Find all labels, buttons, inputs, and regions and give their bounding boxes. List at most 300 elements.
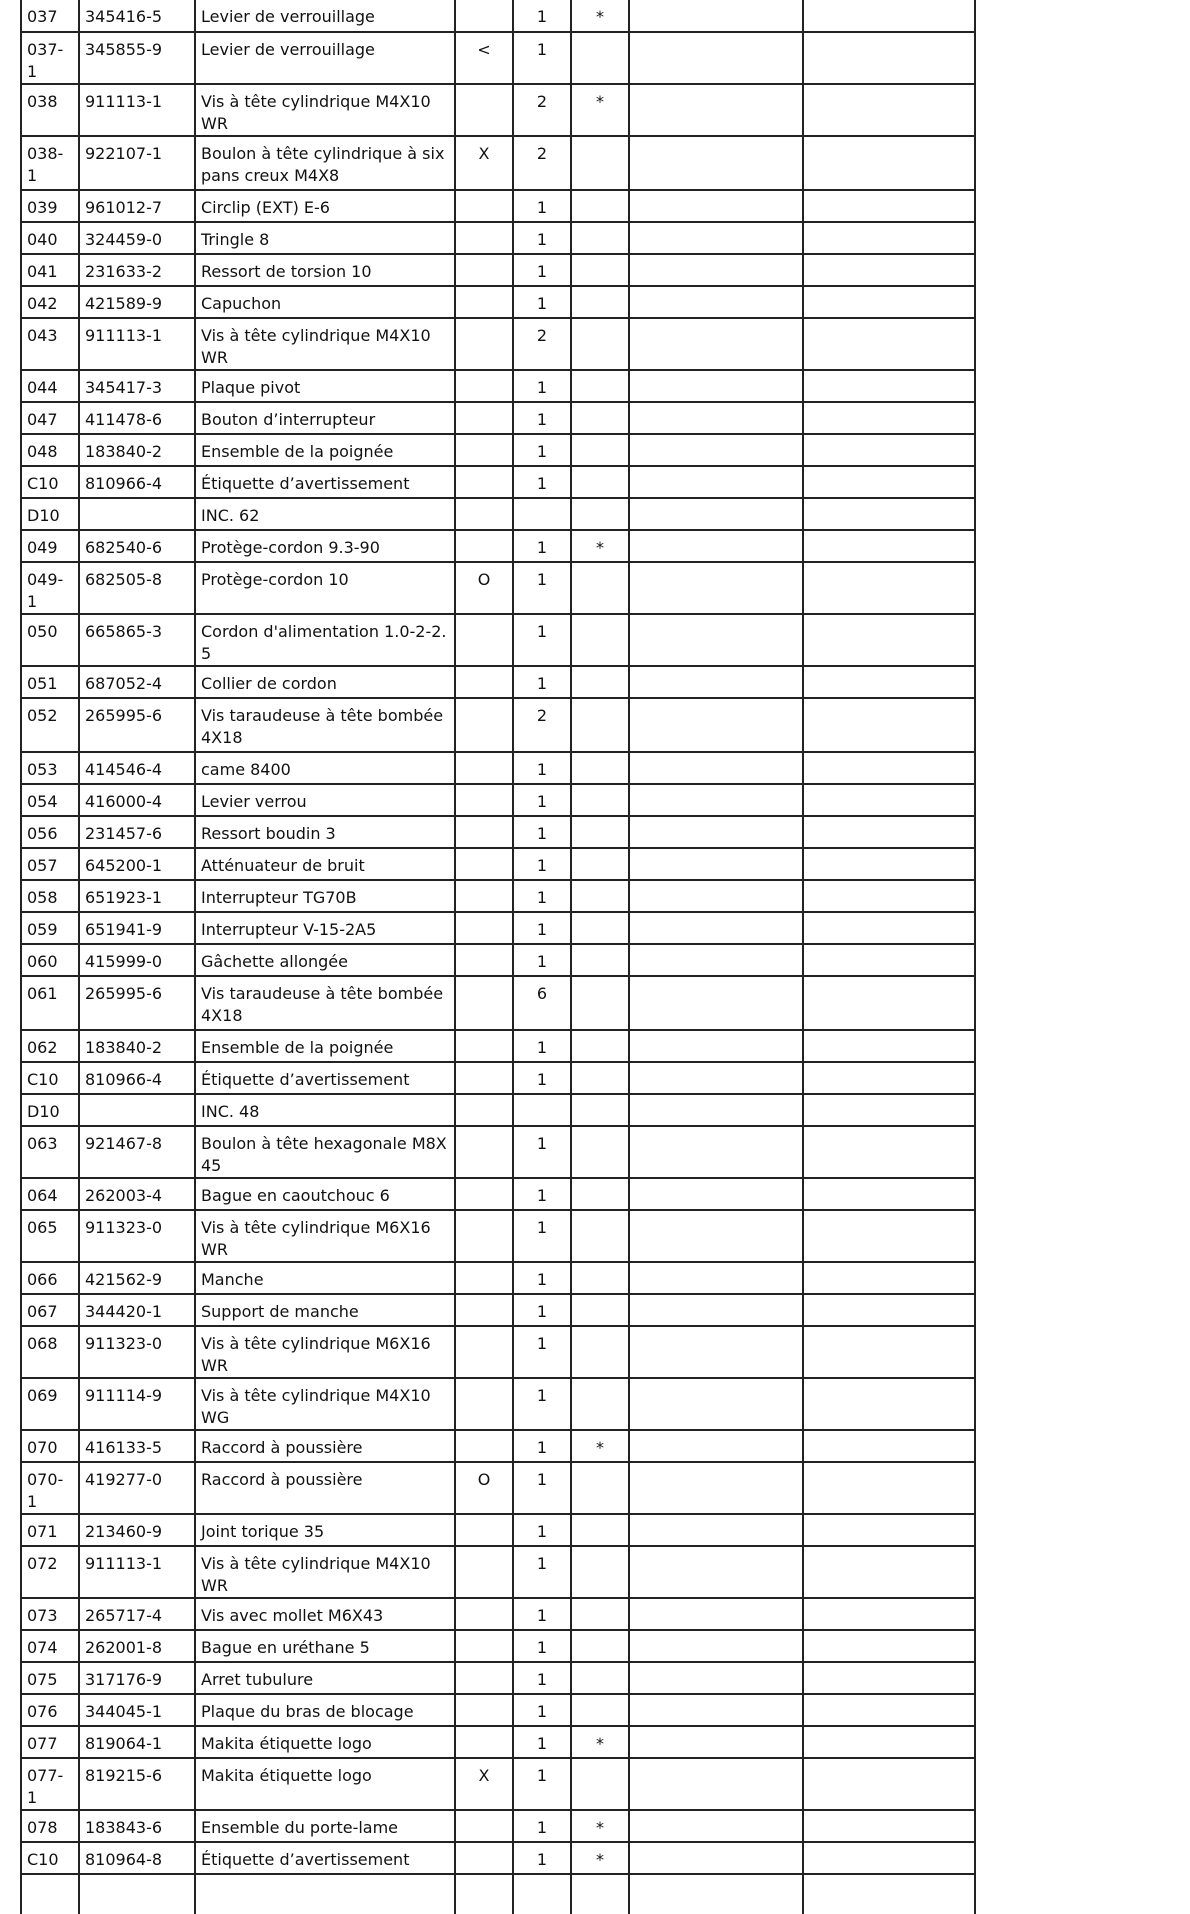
- quantity-cell-text: 1: [536, 1470, 548, 1489]
- item-number-cell: [21, 84, 79, 136]
- description-cell: [195, 880, 455, 912]
- quantity-cell-text: 1: [536, 1334, 548, 1353]
- marker-cell: [571, 84, 629, 136]
- marker-cell: [571, 402, 629, 434]
- item-number-cell-text: 077: [27, 1734, 58, 1753]
- part-number-cell-text: 265995-6: [85, 984, 163, 1003]
- marker-cell-text: [577, 1547, 623, 1553]
- part-number-cell-text: [85, 499, 189, 505]
- quantity-cell-text: 1: [536, 760, 548, 779]
- item-number-cell: [21, 402, 79, 434]
- note-cell: [455, 466, 513, 498]
- part-number-cell: [79, 1210, 195, 1262]
- description-cell-text: Bague en caoutchouc 6: [201, 1186, 390, 1205]
- quantity-cell-text: 1: [536, 198, 548, 217]
- part-number-cell: [79, 1030, 195, 1062]
- marker-cell: [571, 1178, 629, 1210]
- item-number-cell-text: 060: [27, 952, 58, 971]
- note-cell: [455, 1810, 513, 1842]
- item-number-cell: [21, 944, 79, 976]
- note-cell-text: [461, 1211, 507, 1217]
- quantity-cell: [513, 1262, 571, 1294]
- table-row: [21, 1810, 975, 1842]
- marker-cell-text: [577, 255, 623, 261]
- part-number-cell: [79, 254, 195, 286]
- description-cell-text: Vis à tête cylindrique M4X10 WG: [201, 1386, 431, 1427]
- empty-cell: [629, 666, 803, 698]
- marker-cell: [571, 190, 629, 222]
- quantity-cell-text: 1: [536, 262, 548, 281]
- note-cell-text: [461, 1843, 507, 1849]
- note-cell: [455, 1094, 513, 1126]
- quantity-cell: [513, 614, 571, 666]
- quantity-cell: [513, 1062, 571, 1094]
- table-row: [21, 912, 975, 944]
- part-number-cell: [79, 1598, 195, 1630]
- note-cell-text: [461, 403, 507, 409]
- quantity-cell-text: 1: [536, 442, 548, 461]
- part-number-cell-text: 344420-1: [85, 1302, 163, 1321]
- marker-cell: [571, 698, 629, 752]
- table-row: [21, 1294, 975, 1326]
- marker-cell-text: [577, 287, 623, 293]
- part-number-cell: [79, 1378, 195, 1430]
- marker-cell: [571, 318, 629, 370]
- marker-cell: [571, 466, 629, 498]
- empty-cell: [629, 32, 803, 84]
- description-cell-text: Atténuateur de bruit: [201, 856, 365, 875]
- description-cell-text: Capuchon: [201, 294, 282, 313]
- description-cell-text: Protège-cordon 10: [201, 570, 349, 589]
- description-cell: [195, 32, 455, 84]
- empty-cell: [803, 562, 975, 614]
- marker-cell: [571, 1294, 629, 1326]
- item-number-cell-text: 066: [27, 1270, 58, 1289]
- part-number-cell-text: 911113-1: [85, 326, 163, 345]
- quantity-cell: [513, 318, 571, 370]
- item-number-cell: [21, 698, 79, 752]
- part-number-cell: [79, 1694, 195, 1726]
- quantity-cell-text: 1: [536, 1850, 548, 1869]
- part-number-cell: [79, 848, 195, 880]
- item-number-cell: [21, 1262, 79, 1294]
- empty-cell: [629, 1378, 803, 1430]
- part-number-cell: [79, 614, 195, 666]
- part-number-cell: [79, 286, 195, 318]
- item-number-cell-text: 059: [27, 920, 58, 939]
- item-number-cell: [21, 254, 79, 286]
- marker-cell: [571, 222, 629, 254]
- marker-cell-text: [577, 913, 623, 919]
- quantity-cell-text: 1: [536, 622, 548, 641]
- part-number-cell: [79, 136, 195, 190]
- description-cell-text: Vis à tête cylindrique M6X16 WR: [201, 1334, 431, 1375]
- description-cell: [195, 698, 455, 752]
- marker-cell: [571, 1326, 629, 1378]
- item-number-cell-text: 063: [27, 1134, 58, 1153]
- table-row: [21, 1430, 975, 1462]
- item-number-cell: [21, 976, 79, 1030]
- part-number-cell-text: 921467-8: [85, 1134, 163, 1153]
- description-cell: [195, 1378, 455, 1430]
- description-cell: [195, 1430, 455, 1462]
- empty-cell: [803, 1062, 975, 1094]
- item-number-cell: [21, 1294, 79, 1326]
- note-cell: [455, 0, 513, 32]
- table-row: [21, 698, 975, 752]
- empty-cell: [629, 84, 803, 136]
- item-number-cell: [21, 816, 79, 848]
- quantity-cell: [513, 752, 571, 784]
- description-cell: [195, 286, 455, 318]
- description-cell-text: Plaque du bras de blocage: [201, 1702, 414, 1721]
- description-cell: [195, 976, 455, 1030]
- empty-cell: [629, 1662, 803, 1694]
- part-number-cell: [79, 944, 195, 976]
- quantity-cell-text: 1: [536, 1218, 548, 1237]
- marker-cell-text: [577, 667, 623, 673]
- description-cell: [195, 466, 455, 498]
- note-cell-text: [461, 1179, 507, 1185]
- note-cell-text: [461, 287, 507, 293]
- part-number-cell-text: 183840-2: [85, 442, 163, 461]
- note-cell: [455, 318, 513, 370]
- item-number-cell: [21, 1598, 79, 1630]
- marker-cell-text: [577, 1295, 623, 1301]
- description-cell-text: Ressort de torsion 10: [201, 262, 372, 281]
- marker-cell-text: [577, 1263, 623, 1269]
- empty-cell: [629, 1430, 803, 1462]
- item-number-cell-text: D10: [27, 1102, 60, 1121]
- quantity-cell: [513, 434, 571, 466]
- item-number-cell: [21, 530, 79, 562]
- part-number-cell: [79, 1262, 195, 1294]
- quantity-cell: [513, 1030, 571, 1062]
- table-row: [21, 1030, 975, 1062]
- marker-cell-text: [577, 563, 623, 569]
- quantity-cell-text: 1: [536, 1670, 548, 1689]
- marker-cell-text: [577, 137, 623, 143]
- quantity-cell: [513, 32, 571, 84]
- empty-cell: [803, 530, 975, 562]
- empty-cell: [571, 1874, 629, 1914]
- quantity-cell: [513, 1662, 571, 1694]
- part-number-cell-text: 345416-5: [85, 7, 163, 26]
- part-number-cell: [79, 498, 195, 530]
- item-number-cell-text: 048: [27, 442, 58, 461]
- part-number-cell: [79, 1726, 195, 1758]
- marker-cell: [571, 1430, 629, 1462]
- quantity-cell-text: 1: [536, 1766, 548, 1785]
- quantity-cell-text: 1: [536, 1638, 548, 1657]
- empty-cell: [629, 562, 803, 614]
- note-cell-text: [461, 1663, 507, 1669]
- table-row: [21, 1126, 975, 1178]
- part-number-cell: [79, 816, 195, 848]
- part-number-cell: [79, 880, 195, 912]
- item-number-cell: [21, 848, 79, 880]
- marker-cell-text: [577, 849, 623, 855]
- item-number-cell: [21, 434, 79, 466]
- marker-cell-text: *: [596, 7, 604, 26]
- table-row: [21, 254, 975, 286]
- description-cell-text: Boulon à tête cylindrique à six pans creux M4X8: [201, 144, 445, 185]
- marker-cell-text: [577, 785, 623, 791]
- marker-cell: [571, 614, 629, 666]
- item-number-cell-text: 069: [27, 1386, 58, 1405]
- note-cell-text: [461, 785, 507, 791]
- empty-cell: [803, 1326, 975, 1378]
- part-number-cell-text: 922107-1: [85, 144, 163, 163]
- item-number-cell-text: C10: [27, 1070, 59, 1089]
- item-number-cell: [21, 1094, 79, 1126]
- item-number-cell-text: 052: [27, 706, 58, 725]
- marker-cell-text: [577, 223, 623, 229]
- table-row: [21, 190, 975, 222]
- item-number-cell-text: 067: [27, 1302, 58, 1321]
- marker-cell: [571, 1094, 629, 1126]
- empty-cell: [803, 1094, 975, 1126]
- note-cell-text: [461, 753, 507, 759]
- description-cell: [195, 530, 455, 562]
- empty-cell: [629, 912, 803, 944]
- empty-cell: [629, 1630, 803, 1662]
- description-cell-text: Ensemble du porte-lame: [201, 1818, 399, 1837]
- description-cell-text: Arret tubulure: [201, 1670, 314, 1689]
- marker-cell: [571, 0, 629, 32]
- part-number-cell: [79, 1094, 195, 1126]
- description-cell: [195, 1630, 455, 1662]
- empty-cell: [629, 1326, 803, 1378]
- empty-cell: [629, 1842, 803, 1874]
- description-cell-text: Étiquette d’avertissement: [201, 1850, 410, 1869]
- description-cell-text: Circlip (EXT) E-6: [201, 198, 330, 217]
- marker-cell: [571, 912, 629, 944]
- table-row-empty: [21, 1874, 975, 1914]
- description-cell-text: Levier de verrouillage: [201, 40, 375, 59]
- item-number-cell: [21, 1694, 79, 1726]
- quantity-cell-text: 2: [536, 92, 548, 111]
- note-cell-text: [461, 435, 507, 441]
- part-number-cell: [79, 402, 195, 434]
- note-cell: [455, 666, 513, 698]
- quantity-cell-text: [519, 1095, 565, 1101]
- marker-cell: [571, 1210, 629, 1262]
- marker-cell-text: [577, 1327, 623, 1333]
- note-cell-text: [461, 1031, 507, 1037]
- description-cell: [195, 1694, 455, 1726]
- description-cell-text: Boulon à tête hexagonale M8X45: [201, 1134, 447, 1175]
- quantity-cell: [513, 848, 571, 880]
- quantity-cell: [513, 370, 571, 402]
- description-cell-text: Levier verrou: [201, 792, 307, 811]
- table-row: [21, 752, 975, 784]
- note-cell: [455, 1326, 513, 1378]
- description-cell: [195, 1546, 455, 1598]
- part-number-cell: [79, 1758, 195, 1810]
- note-cell-text: [461, 1063, 507, 1069]
- item-number-cell: [21, 1030, 79, 1062]
- note-cell-text: O: [477, 1470, 491, 1489]
- marker-cell-text: [577, 817, 623, 823]
- table-row: [21, 784, 975, 816]
- marker-cell: [571, 136, 629, 190]
- item-number-cell-text: 077-1: [27, 1766, 64, 1807]
- item-number-cell-text: 075: [27, 1670, 58, 1689]
- description-cell: [195, 84, 455, 136]
- item-number-cell-text: 071: [27, 1522, 58, 1541]
- item-number-cell-text: 056: [27, 824, 58, 843]
- part-number-cell-text: 416000-4: [85, 792, 163, 811]
- quantity-cell-text: 2: [536, 706, 548, 725]
- part-number-cell: [79, 1810, 195, 1842]
- table-row: [21, 1262, 975, 1294]
- note-cell-text: [461, 1727, 507, 1733]
- note-cell-text: X: [478, 1766, 490, 1785]
- empty-cell: [629, 466, 803, 498]
- quantity-cell: [513, 402, 571, 434]
- marker-cell: [571, 562, 629, 614]
- item-number-cell: [21, 1326, 79, 1378]
- description-cell: [195, 222, 455, 254]
- item-number-cell: [21, 1430, 79, 1462]
- quantity-cell-text: 1: [536, 1606, 548, 1625]
- note-cell: [455, 1662, 513, 1694]
- item-number-cell-text: 053: [27, 760, 58, 779]
- marker-cell: [571, 1514, 629, 1546]
- description-cell-text: Étiquette d’avertissement: [201, 1070, 410, 1089]
- note-cell: [455, 1726, 513, 1758]
- item-number-cell: [21, 912, 79, 944]
- marker-cell-text: [577, 1695, 623, 1701]
- quantity-cell-text: 1: [536, 410, 548, 429]
- empty-cell: [629, 1726, 803, 1758]
- quantity-cell: [513, 698, 571, 752]
- description-cell: [195, 136, 455, 190]
- empty-cell: [629, 816, 803, 848]
- empty-cell: [629, 1810, 803, 1842]
- empty-cell: [629, 752, 803, 784]
- table-row: [21, 136, 975, 190]
- marker-cell: [571, 1126, 629, 1178]
- quantity-cell: [513, 286, 571, 318]
- item-number-cell: [21, 498, 79, 530]
- item-number-cell: [21, 136, 79, 190]
- item-number-cell: [21, 32, 79, 84]
- empty-cell: [803, 1694, 975, 1726]
- table-row: [21, 816, 975, 848]
- item-number-cell: [21, 752, 79, 784]
- description-cell: [195, 1294, 455, 1326]
- note-cell-text: [461, 1263, 507, 1269]
- note-cell-text: <: [477, 40, 491, 59]
- item-number-cell-text: C10: [27, 1850, 59, 1869]
- marker-cell-text: [577, 1179, 623, 1185]
- description-cell: [195, 434, 455, 466]
- marker-cell-text: *: [596, 1850, 604, 1869]
- part-number-cell-text: 961012-7: [85, 198, 163, 217]
- note-cell: [455, 1598, 513, 1630]
- marker-cell-text: [577, 403, 623, 409]
- description-cell-text: Bouton d’interrupteur: [201, 410, 376, 429]
- item-number-cell: [21, 1178, 79, 1210]
- table-row: [21, 880, 975, 912]
- item-number-cell-text: 054: [27, 792, 58, 811]
- note-cell-text: X: [478, 144, 490, 163]
- part-number-cell: [79, 1842, 195, 1874]
- note-cell: [455, 1126, 513, 1178]
- part-number-cell-text: 317176-9: [85, 1670, 163, 1689]
- quantity-cell: [513, 816, 571, 848]
- marker-cell: [571, 434, 629, 466]
- note-cell-text: [461, 615, 507, 621]
- empty-cell: [629, 254, 803, 286]
- empty-cell: [803, 0, 975, 32]
- item-number-cell-text: 065: [27, 1218, 58, 1237]
- empty-cell: [803, 976, 975, 1030]
- quantity-cell: [513, 1842, 571, 1874]
- part-number-cell: [79, 370, 195, 402]
- note-cell: [455, 1262, 513, 1294]
- empty-cell: [629, 698, 803, 752]
- note-cell-text: [461, 1515, 507, 1521]
- empty-cell: [803, 190, 975, 222]
- quantity-cell-text: 1: [536, 1386, 548, 1405]
- table-row: [21, 0, 975, 32]
- description-cell: [195, 1062, 455, 1094]
- item-number-cell-text: C10: [27, 474, 59, 493]
- note-cell: [455, 848, 513, 880]
- quantity-cell-text: 1: [536, 230, 548, 249]
- table-row: [21, 1326, 975, 1378]
- note-cell: [455, 816, 513, 848]
- part-number-cell-text: 651941-9: [85, 920, 163, 939]
- quantity-cell-text: 1: [536, 1702, 548, 1721]
- empty-cell: [803, 752, 975, 784]
- part-number-cell-text: 645200-1: [85, 856, 163, 875]
- description-cell-text: Vis à tête cylindrique M4X10 WR: [201, 1554, 431, 1595]
- part-number-cell: [79, 1630, 195, 1662]
- part-number-cell-text: 213460-9: [85, 1522, 163, 1541]
- empty-cell: [803, 222, 975, 254]
- item-number-cell-text: 044: [27, 378, 58, 397]
- item-number-cell-text: 047: [27, 410, 58, 429]
- description-cell-text: Raccord à poussière: [201, 1470, 363, 1489]
- note-cell-text: [461, 1295, 507, 1301]
- item-number-cell: [21, 190, 79, 222]
- table-row: [21, 1662, 975, 1694]
- marker-cell: [571, 370, 629, 402]
- part-number-cell-text: 414546-4: [85, 760, 163, 779]
- quantity-cell-text: 1: [536, 1270, 548, 1289]
- part-number-cell-text: 819215-6: [85, 1766, 163, 1785]
- table-row: [21, 1546, 975, 1598]
- marker-cell-text: *: [596, 538, 604, 557]
- empty-cell: [629, 848, 803, 880]
- quantity-cell-text: 1: [536, 1186, 548, 1205]
- empty-cell: [629, 944, 803, 976]
- empty-cell: [629, 1030, 803, 1062]
- empty-cell: [803, 614, 975, 666]
- quantity-cell-text: 1: [536, 856, 548, 875]
- marker-cell: [571, 1262, 629, 1294]
- description-cell-text: Raccord à poussière: [201, 1438, 363, 1457]
- part-number-cell: [79, 84, 195, 136]
- empty-cell: [803, 880, 975, 912]
- item-number-cell-text: 074: [27, 1638, 58, 1657]
- empty-cell: [629, 614, 803, 666]
- part-number-cell-text: 911114-9: [85, 1386, 163, 1405]
